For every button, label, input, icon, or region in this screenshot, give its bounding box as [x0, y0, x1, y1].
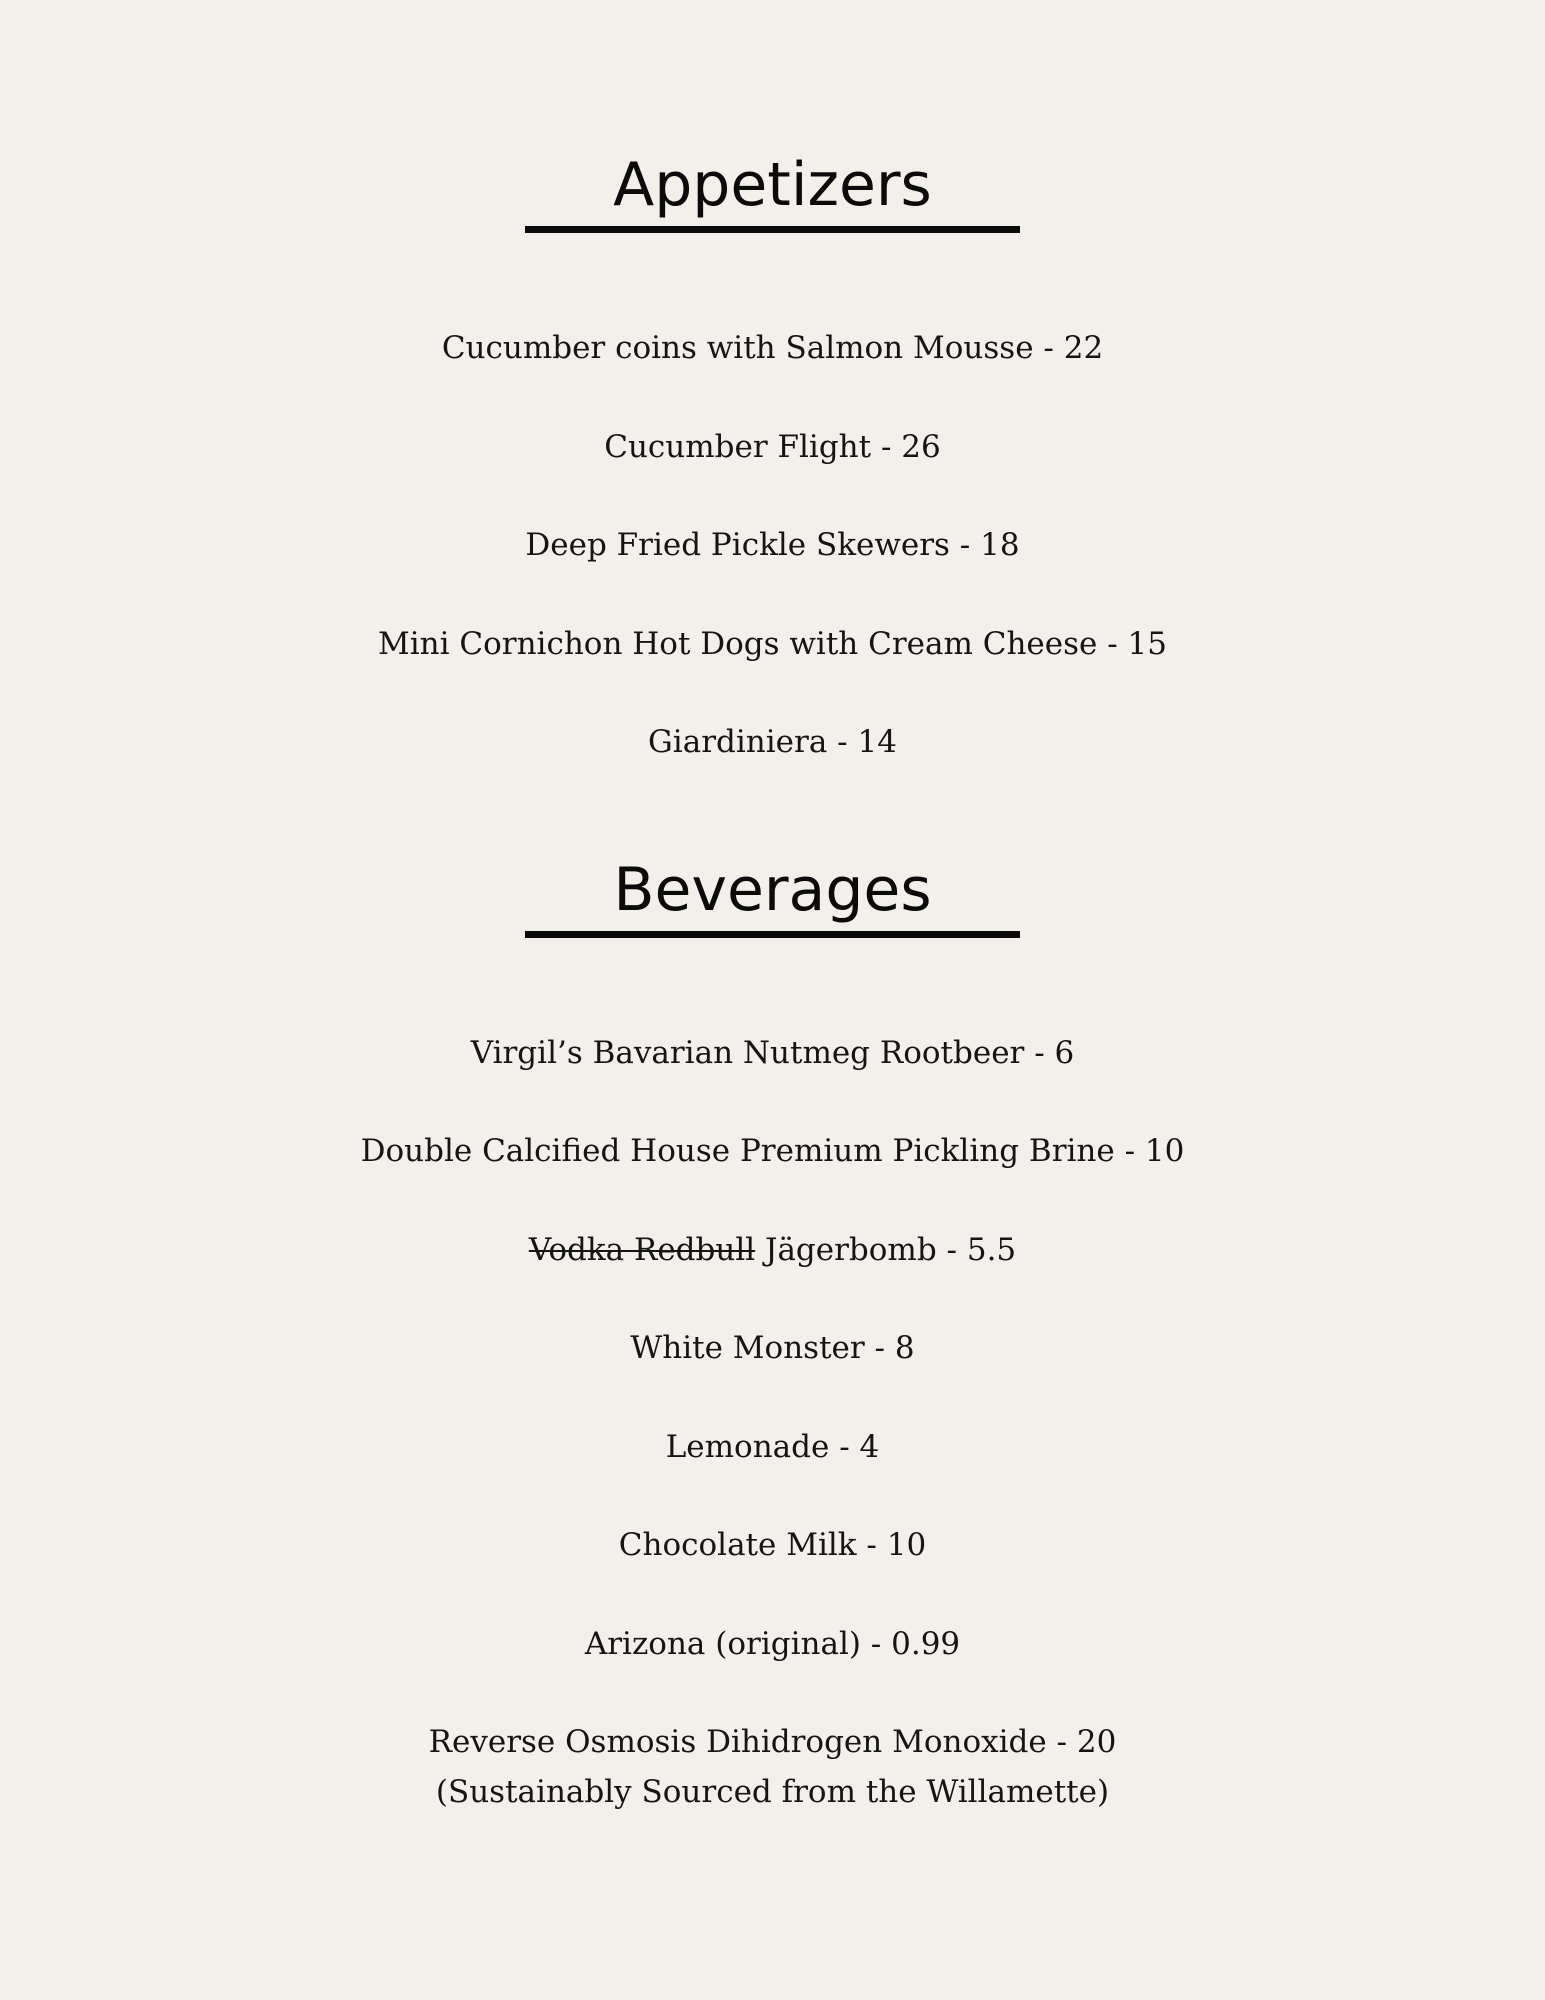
beverage-item: Lemonade - 4	[665, 1429, 880, 1465]
appetizer-item: Mini Cornichon Hot Dogs with Cream Cheese - 15	[377, 626, 1168, 662]
beverage-item: Arizona (original) - 0.99	[584, 1626, 961, 1662]
beverage-item: White Monster - 8	[630, 1330, 915, 1366]
beverage-item: Reverse Osmosis Dihidrogen Monoxide - 20	[428, 1724, 1117, 1760]
appetizers-underline	[525, 226, 1020, 233]
item-name-price: Jägerbomb - 5.5	[755, 1232, 1017, 1268]
beverage-item-jagerbomb	[0, 1230, 1545, 1270]
appetizer-item: Cucumber Flight - 26	[604, 429, 941, 465]
appetizer-item: Deep Fried Pickle Skewers - 18	[525, 527, 1020, 563]
appetizer-item: Giardiniera - 14	[648, 724, 897, 760]
appetizer-item: Cucumber coins with Salmon Mousse - 22	[441, 330, 1104, 366]
beverage-item-note: (Sustainably Sourced from the Willamette)	[435, 1774, 1110, 1810]
beverage-item: Chocolate Milk - 10	[618, 1527, 927, 1563]
beverages-heading: Beverages	[613, 855, 932, 925]
beverage-item: Double Calcified House Premium Pickling Brine - 10	[360, 1133, 1185, 1169]
struck-item-name: Vodka Redbull	[528, 1232, 756, 1268]
appetizers-heading: Appetizers	[613, 150, 932, 220]
beverage-item: Virgil’s Bavarian Nutmeg Rootbeer - 6	[470, 1035, 1075, 1071]
beverages-underline	[525, 931, 1020, 938]
